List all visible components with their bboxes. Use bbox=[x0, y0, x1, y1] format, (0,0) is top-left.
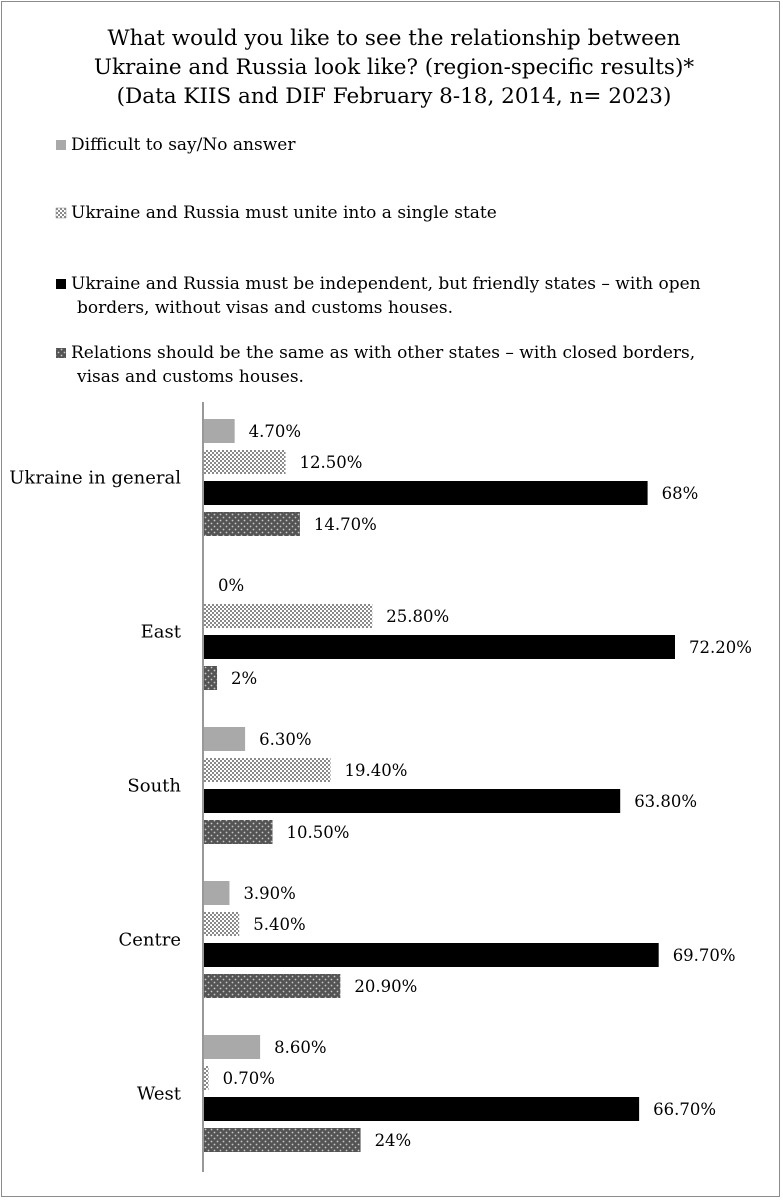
data-label-south-series-4: 10.50% bbox=[286, 823, 350, 842]
legend-label-3: Ukraine and Russia must be independent, but friendly states – with open bbox=[71, 274, 701, 294]
data-label-east-series-3: 72.20% bbox=[689, 638, 752, 657]
data-label-centre-series-1: 3.90% bbox=[243, 884, 296, 903]
data-label-ukraine-in-general-series-3: 68% bbox=[661, 484, 699, 503]
bar-west-series-2 bbox=[204, 1066, 209, 1090]
bar-south-series-2 bbox=[204, 758, 331, 782]
bar-south-series-4 bbox=[204, 820, 272, 844]
chart-title-line-1: What would you like to see the relationship between bbox=[107, 26, 681, 51]
bar-west-series-1 bbox=[204, 1035, 260, 1059]
bar-centre-series-3 bbox=[204, 943, 659, 967]
legend-swatch-4 bbox=[56, 348, 66, 358]
legend-label-1: Difficult to say/No answer bbox=[71, 135, 296, 155]
legend-swatch-2 bbox=[56, 208, 66, 218]
bar-east-series-3 bbox=[204, 635, 675, 659]
data-label-south-series-3: 63.80% bbox=[634, 792, 698, 811]
legend-label-4-line-2: visas and customs houses. bbox=[77, 367, 304, 387]
data-label-west-series-2: 0.70% bbox=[222, 1069, 275, 1088]
data-label-ukraine-in-general-series-4: 14.70% bbox=[313, 515, 377, 534]
bar-south-series-3 bbox=[204, 789, 620, 813]
data-label-west-series-3: 66.70% bbox=[653, 1100, 717, 1119]
legend bbox=[56, 135, 701, 387]
legend-label-4: Relations should be the same as with other states – with closed borders, bbox=[71, 343, 696, 363]
data-label-west-series-4: 24% bbox=[374, 1131, 412, 1150]
bar-ukraine-in-general-series-4 bbox=[204, 512, 300, 536]
bar-ukraine-in-general-series-3 bbox=[204, 481, 648, 505]
bar-centre-series-1 bbox=[204, 881, 229, 905]
category-label-centre: Centre bbox=[118, 929, 181, 951]
bar-east-series-2 bbox=[204, 604, 372, 628]
data-label-ukraine-in-general-series-2: 12.50% bbox=[299, 453, 363, 472]
data-label-east-series-2: 25.80% bbox=[386, 607, 450, 626]
data-label-south-series-2: 19.40% bbox=[344, 761, 408, 780]
data-label-east-series-1: 0% bbox=[218, 576, 245, 595]
legend-swatch-3 bbox=[56, 279, 66, 289]
chart-title bbox=[94, 26, 694, 109]
data-label-centre-series-2: 5.40% bbox=[253, 915, 306, 934]
bar-ukraine-in-general-series-1 bbox=[204, 419, 235, 443]
data-label-centre-series-4: 20.90% bbox=[354, 977, 418, 996]
data-label-east-series-4: 2% bbox=[231, 669, 258, 688]
legend-swatch-1 bbox=[56, 140, 66, 150]
data-label-south-series-1: 6.30% bbox=[259, 730, 312, 749]
data-label-ukraine-in-general-series-1: 4.70% bbox=[248, 422, 302, 441]
bar-centre-series-2 bbox=[204, 912, 239, 936]
category-label-south: South bbox=[127, 775, 181, 797]
bar-centre-series-4 bbox=[204, 974, 340, 998]
category-label-ukraine-in-general: Ukraine in general bbox=[9, 467, 181, 489]
legend-label-2: Ukraine and Russia must unite into a single state bbox=[71, 203, 497, 223]
chart-title-line-2: Ukraine and Russia look like? (region-specific results)* bbox=[93, 55, 695, 80]
data-label-west-series-1: 8.60% bbox=[274, 1038, 327, 1057]
bar-west-series-3 bbox=[204, 1097, 639, 1121]
bar-west-series-4 bbox=[204, 1128, 361, 1152]
bar-south-series-1 bbox=[204, 727, 245, 751]
chart-title-line-3: (Data KIIS and DIF February 8-18, 2014, n= 2023) bbox=[116, 84, 672, 109]
category-labels bbox=[9, 468, 182, 1105]
data-label-centre-series-3: 69.70% bbox=[672, 946, 736, 965]
legend-label-3-line-2: borders, without visas and customs houses. bbox=[77, 298, 453, 318]
category-label-east: East bbox=[140, 621, 181, 643]
bar-east-series-4 bbox=[204, 666, 217, 690]
category-label-west: West bbox=[136, 1083, 181, 1105]
bar-ukraine-in-general-series-2 bbox=[204, 450, 286, 474]
